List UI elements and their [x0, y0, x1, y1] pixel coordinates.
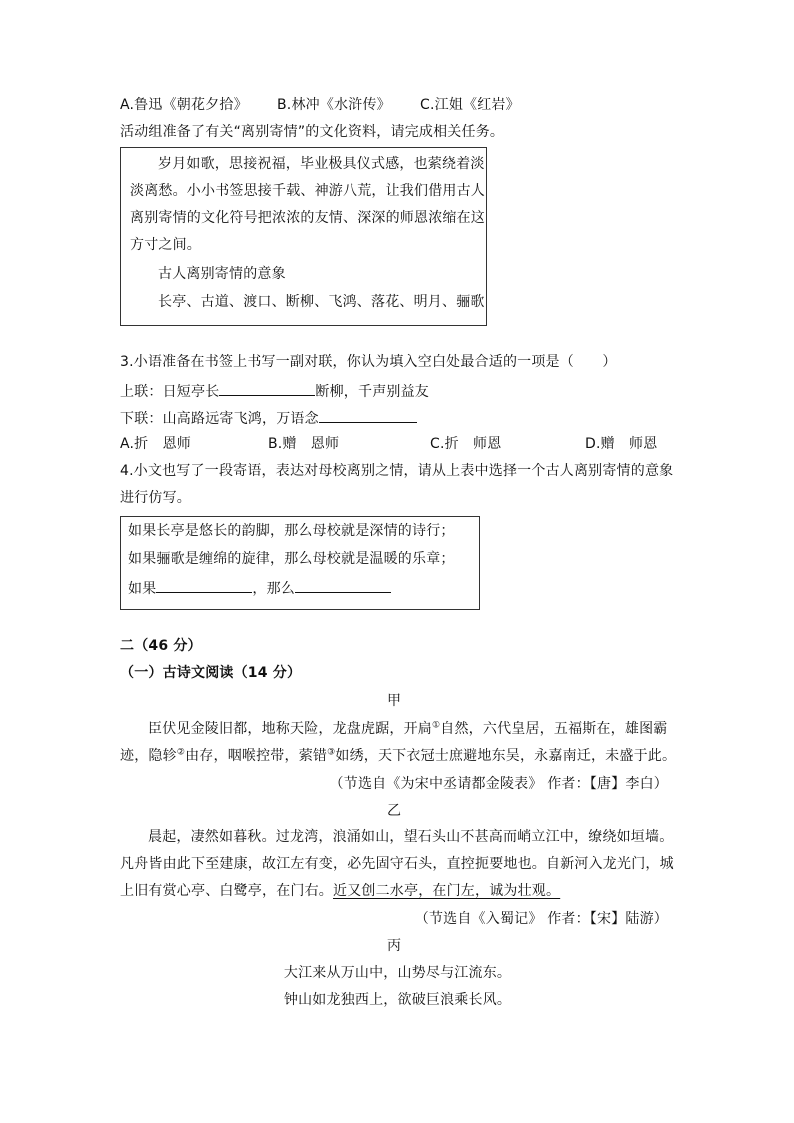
q3-stem: 3.小语准备在书签上书写一副对联，你认为填入空白处最合适的一项是（ ）: [120, 354, 617, 370]
text-jia-label: 甲: [387, 693, 402, 709]
q3-option-a: A.折 恩师: [120, 436, 191, 452]
q3-upper-blank[interactable]: [219, 380, 315, 396]
yi-line-3-a: 上旧有赏心亭、白鹭亭，在门右。: [120, 883, 333, 899]
footnote-1: ①: [432, 720, 441, 731]
section-2-subtitle: （一）古诗文阅读（14 分）: [120, 665, 302, 681]
info-heading: 古人离别寄情的意象: [158, 266, 286, 282]
q3-option-c: C.折 师恩: [430, 436, 502, 452]
q3-lower-a: 下联：山高路远寄飞鸿，万语念: [120, 411, 319, 427]
q4-box-line-3-b: ，那么: [252, 581, 296, 597]
q3-option-b: B.赠 恩师: [268, 436, 340, 452]
yi-line-1: 晨起，凄然如暮秋。过龙湾，浪涌如山，望石头山不甚高而峭立江中，缭绕如垣墙。: [148, 829, 674, 845]
q3-upper-a: 上联：日短亭长: [120, 384, 220, 400]
option-a: A.鲁迅《朝花夕拾》: [120, 97, 248, 113]
footnote-2: ②: [176, 747, 186, 758]
jia-line-2-a: 迹，隐轸: [120, 748, 177, 764]
info-items: 长亭、古道、渡口、断柳、飞鸿、落花、明月、骊歌: [158, 294, 485, 310]
section-2-title: 二（46 分）: [120, 638, 202, 654]
q4-stem-line-2: 进行仿写。: [120, 490, 191, 506]
text-yi-label: 乙: [387, 803, 402, 819]
info-para-line-3: 离别寄情的文化符号把浓浓的友情、深深的师恩浓缩在这: [130, 210, 485, 226]
q4-box-line-3-a: 如果: [128, 581, 157, 597]
option-b: B.林冲《水浒传》: [277, 97, 391, 113]
jia-source: （节选自《为宋中丞请都金陵表》 作者：【唐】李白）: [329, 776, 668, 792]
yi-line-2: 凡舟皆由此下至建康，故江左有变，必先固守石头，直控扼要地也。自新河入龙光门，城: [120, 856, 674, 872]
activity-intro: 活动组准备了有关“离别寄情”的文化资料，请完成相关任务。: [120, 124, 505, 140]
jia-line-1-a: 臣伏见金陵旧都，地称天险，龙盘虎踞，开扃: [148, 721, 432, 737]
footnote-3: ③: [327, 747, 336, 758]
text-bing-label: 丙: [387, 938, 402, 954]
q4-blank-1[interactable]: [156, 577, 252, 593]
info-para-line-2: 淡离愁。小小书签思接千载、神游八荒，让我们借用古人: [130, 183, 485, 199]
yi-line-3: [120, 881, 560, 901]
q4-stem-line-1: 4.小文也写了一段寄语，表达对母校离别之情，请从上表中选择一个古人离别寄情的意象: [120, 463, 674, 479]
q3-upper-couplet: [120, 380, 429, 402]
bing-line-2: 钟山如龙独西上，欲破巨浪乘长风。: [283, 992, 512, 1008]
q3-lower-couplet: [120, 407, 417, 429]
q4-box-line-3: [128, 577, 391, 599]
q3-option-d: D.赠 师恩: [585, 436, 658, 452]
q3-upper-b: 断柳，千声别益友: [315, 384, 430, 400]
jia-line-1-b: 自然，六代皇居，五福斯在，雄图霸: [440, 721, 668, 737]
option-c: C.江姐《红岩》: [420, 97, 520, 113]
jia-line-2-c: 如绣，天下衣冠士庶避地东吴，永嘉南迁，未盛于此。: [335, 748, 677, 764]
jia-line-1: [148, 719, 667, 739]
q4-box-line-1: 如果长亭是悠长的韵脚，那么母校就是深情的诗行；: [128, 523, 455, 539]
yi-underlined-sentence: 近又创二水亭，在门左，诚为壮观。: [333, 883, 561, 899]
q3-lower-blank[interactable]: [319, 407, 417, 423]
info-para-line-4: 方寸之间。: [130, 237, 201, 253]
yi-source: （节选自《入蜀记》 作者：【宋】陆游）: [414, 911, 668, 927]
q4-box-line-2: 如果骊歌是缠绵的旋律，那么母校就是温暖的乐章；: [128, 551, 455, 567]
jia-line-2-b: 由存，咽喉控带，萦错: [185, 748, 328, 764]
jia-line-2: [120, 746, 676, 766]
info-para-line-1: 岁月如歌，思接祝福，毕业极具仪式感，也萦绕着淡: [158, 156, 485, 172]
q4-blank-2[interactable]: [295, 577, 391, 593]
bing-line-1: 大江来从万山中，山势尽与江流东。: [283, 965, 512, 981]
